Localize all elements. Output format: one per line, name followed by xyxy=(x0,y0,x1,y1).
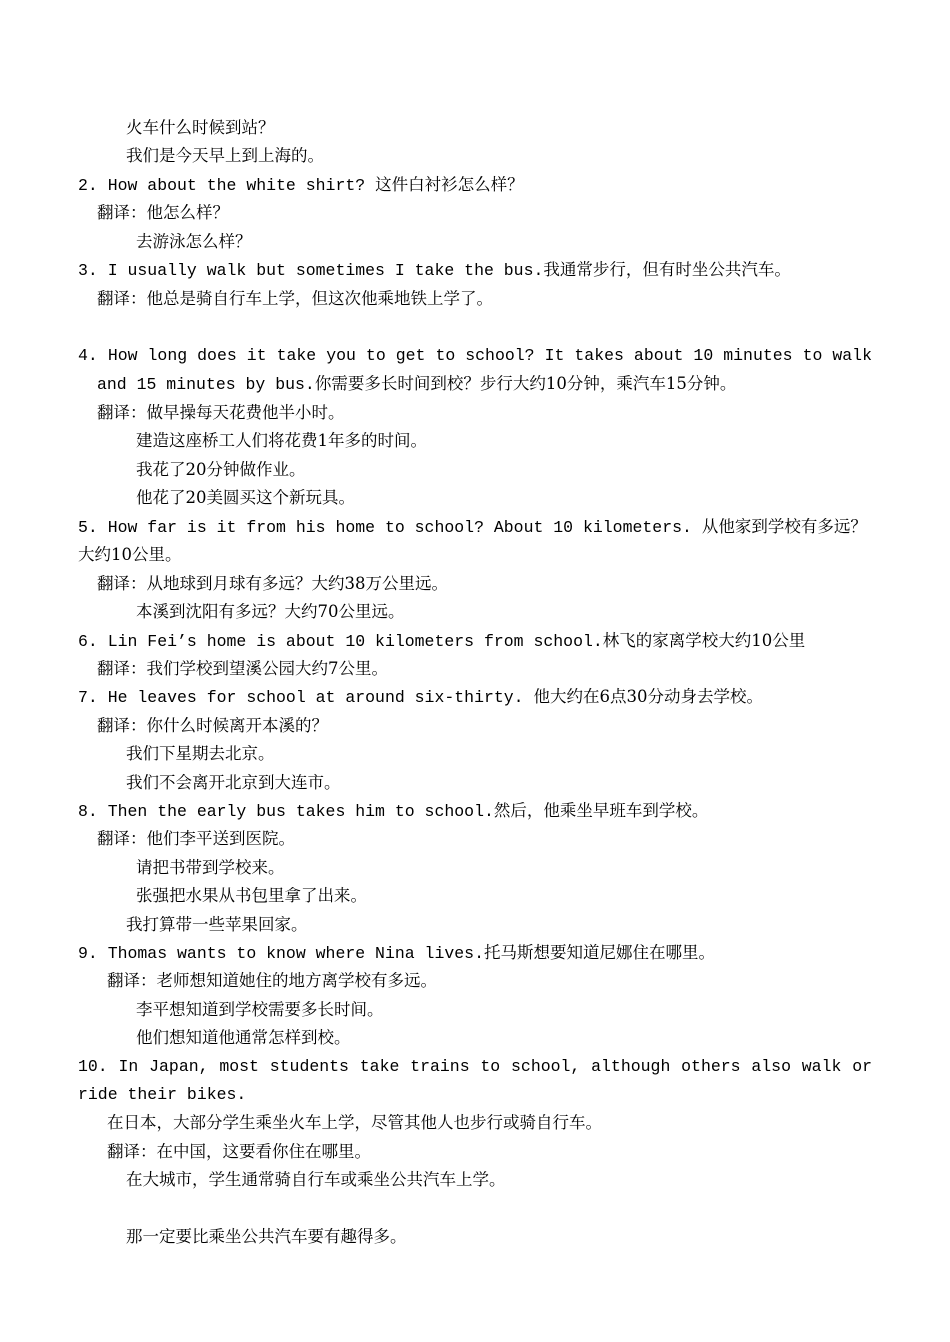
text-line: 在大城市，学生通常骑自行车或乘坐公共汽车上学。 xyxy=(126,1170,506,1189)
translation-label-line: 翻译：从地球到月球有多远？大约38万公里远。 xyxy=(97,574,448,593)
item-8: 8. Then the early bus takes him to school.然后，他乘坐早班车到学校。 xyxy=(78,801,709,821)
text-line: 建造这座桥工人们将花费1年多的时间。 xyxy=(136,431,427,450)
translation-label-line: 翻译：他总是骑自行车上学，但这次他乘地铁上学了。 xyxy=(97,289,493,308)
text-line: 李平想知道到学校需要多长时间。 xyxy=(136,1000,384,1019)
translation-label-line: 翻译：他们李平送到医院。 xyxy=(97,829,295,848)
text-line: 火车什么时候到站？ xyxy=(126,118,275,137)
translation-label-line: 翻译：老师想知道她住的地方离学校有多远。 xyxy=(107,971,437,990)
text-line: 在日本，大部分学生乘坐火车上学，尽管其他人也步行或骑自行车。 xyxy=(107,1113,602,1132)
translation-label-line: 翻译：你什么时候离开本溪的？ xyxy=(97,716,328,735)
item-3: 3. I usually walk but sometimes I take the bus.我通常步行，但有时坐公共汽车。 xyxy=(78,260,791,280)
item-10: 10. In Japan, most students take trains to school, although others also walk or xyxy=(78,1057,872,1076)
text-line: 去游泳怎么样？ xyxy=(136,232,252,251)
translation-label-line: 翻译：他怎么样？ xyxy=(97,203,229,222)
text-line: and 15 minutes by bus.你需要多长时间到校？步行大约10分钟，乘汽车15分钟。 xyxy=(97,374,737,394)
translation-label-line: 翻译：我们学校到望溪公园大约7公里。 xyxy=(97,659,388,678)
item-4: 4. How long does it take you to get to school? It takes about 10 minutes to walk xyxy=(78,346,872,365)
text-line: 我们下星期去北京。 xyxy=(126,744,275,763)
translation-label-line: 翻译：在中国，这要看你住在哪里。 xyxy=(107,1142,371,1161)
text-line: ride their bikes. xyxy=(78,1085,247,1104)
translation-label-line: 翻译：做早操每天花费他半小时。 xyxy=(97,403,345,422)
text-line: 请把书带到学校来。 xyxy=(136,858,285,877)
item-7: 7. He leaves for school at around six-thirty. 他大约在6点30分动身去学校。 xyxy=(78,687,763,707)
text-line: 我打算带一些苹果回家。 xyxy=(126,915,308,934)
item-5: 5. How far is it from his home to school? About 10 kilometers. 从他家到学校有多远？ xyxy=(78,517,867,537)
text-line: 大约10公里。 xyxy=(78,545,182,564)
text-line: 他们想知道他通常怎样到校。 xyxy=(136,1028,351,1047)
text-line: 我们是今天早上到上海的。 xyxy=(126,146,324,165)
item-9: 9. Thomas wants to know where Nina lives.托马斯想要知道尼娜住在哪里。 xyxy=(78,943,715,963)
item-6: 6. Lin Fei’s home is about 10 kilometers from school.林飞的家离学校大约10公里 xyxy=(78,631,806,651)
text-line: 那一定要比乘坐公共汽车要有趣得多。 xyxy=(126,1227,407,1246)
text-line: 我花了20分钟做作业。 xyxy=(136,460,306,479)
text-line: 本溪到沈阳有多远？大约70公里远。 xyxy=(136,602,405,621)
text-line: 张强把水果从书包里拿了出来。 xyxy=(136,886,367,905)
text-line: 他花了20美圆买这个新玩具。 xyxy=(136,488,355,507)
text-line: 我们不会离开北京到大连市。 xyxy=(126,773,341,792)
item-2: 2. How about the white shirt? 这件白衬衫怎么样？ xyxy=(78,175,524,195)
